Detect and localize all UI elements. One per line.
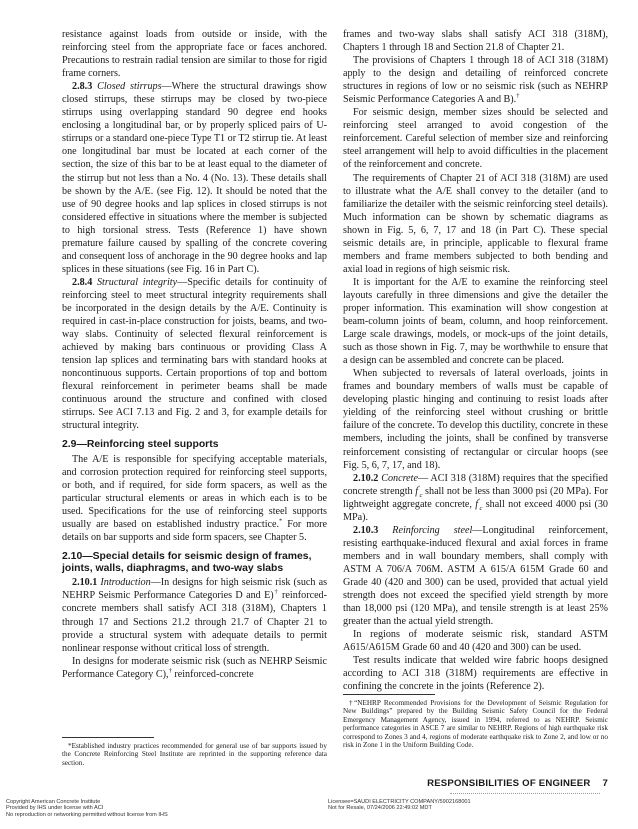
legal-line: Provided by IHS under license with ACI — [6, 805, 104, 812]
text-run: For more details on bar supports and side form spacers, see Chapter 5. — [62, 518, 328, 543]
section-body: —Specific details for continuity of reinforcing steel to meet structural integrity requirements shall be incorporated in the design details by the A/E. Continuity is required in cast-in-place construction for joists, beams, and two-way slabs. Continuity of selected flexural reinforcement is achieved by making bars continuous or providing Class A tension lap splices and terminating bars with standard hooks at noncontinuous supports. Certain proportions of top and bottom flexural reinforcement in perimeter beams shall be made continuous around the structure and confined with closed stirrups. See ACI 7.13 and Fig. 2 and 3, for example details for structural integrity. — [62, 276, 328, 432]
section-body: —Longitudinal reinforcement, resisting earthquake-induced flexural and axial forces in frame members and in wall boundary members, shall comply with ASTM A 706/A 706M. ASTM A 615/A 615M Grade 60 and Grade 40 (420 and 300) can be used, provided that actual yield strength does not exceed the specified yield strength by more than 18,000 psi (120 MPa), and tensile strength is at least 25% greater than the actual yield strength. — [343, 524, 608, 628]
right-footnote — [343, 694, 608, 749]
section-number: 2.8.4 — [72, 276, 93, 288]
section-number: 2.8.3 — [72, 81, 93, 93]
footnote-text: *Established industry practices recommended for general use of bar supports issued by the Concrete Reinforcing Steel Institute are reprinted in the supporting reference data section. — [62, 742, 327, 767]
footnote-mark-dagger: † — [168, 667, 172, 675]
text-run: The provisions of Chapters 1 through 18 of ACI 318 (318M) apply to the design and detailing of reinforced concrete structures in regions of low or no seismic risk (such as NEHRP Seismic Performance Categories A and B). — [343, 55, 608, 106]
section-body: — ACI 318 (318M) requires that the specified concrete strength — [343, 472, 608, 497]
page-number: 7 — [602, 778, 608, 789]
footnote-mark-star: * — [279, 517, 283, 525]
paragraph-moderate-astm: In regions of moderate seismic risk, standard ASTM A615/A615M Grade 60 and 40 (420 and 300) can be used. — [343, 629, 608, 654]
paragraph-chapter-21: The requirements of Chapter 21 of ACI 318 (318M) are used to illustrate what the A/E shall convey to the detailer (and to familiarize the detailer with the seismic reinforcing steel details). Much information can be shown by schematic diagrams as shown in Fig. 5, 6, 7, 17 and 18 (in Part C). These special seismic details are, in principle, applicable to flexural frame members and frame members subjected to both bending and axial load in regions of high seismic risk. — [343, 172, 608, 275]
left-footnote — [62, 737, 327, 767]
text-run: reinforced-concrete — [171, 668, 254, 680]
legal-line: Copyright American Concrete Institute — [6, 799, 101, 805]
symbol-sub: c — [479, 504, 483, 512]
paragraph-continuation: frames and two-way slabs shall satisfy ACI 318 (318M), Chapters 1 through 18 and Section 21.8 of Chapter 21. — [343, 29, 608, 54]
symbol-f: f — [475, 498, 479, 510]
section-title: Reinforcing steel — [392, 524, 473, 536]
running-title: RESPONSIBILITIES OF ENGINEER — [427, 778, 591, 789]
footnote-mark-dagger: † — [516, 92, 520, 100]
paragraph-bar-supports — [62, 453, 327, 544]
legal-line: Licensee=SAUDI ELECTRICITY COMPANY/5902168001 — [328, 799, 471, 805]
symbol-f: f — [415, 485, 419, 497]
section-title: Structural integrity — [96, 276, 178, 288]
symbol-sub: c — [419, 491, 423, 499]
footer-dotted-rule — [450, 793, 600, 796]
section-2-10-2 — [343, 472, 608, 524]
legal-notice-left — [6, 799, 168, 818]
section-title: Closed stirrups — [97, 81, 162, 93]
footnote-text: †“NEHRP Recommended Provisions for the Development of Seismic Regulation for New Buildings” prepared by the Building Seismic Safety Council for the Federal Emergency Management Agency, issued in 1994, referred to as NEHRP. Seismic performance categories in ASCE 7 are similar to NEHRP. Regions of high earthquake risk correspond to Zones 3 and 4, regions of moderate earthquake risk to Zone 2, and low or no risk in Zone 1 in the Uniform Building Code. — [343, 699, 608, 750]
symbol-prime: ′ — [418, 484, 420, 492]
right-column — [343, 28, 608, 693]
section-body: —Where the structural drawings show closed stirrups, these stirrups may be closed by two-piece stirrups using overlapping standard 90 degree end hooks enclosing a longitudinal bar, or by properly spliced pairs of U-stirrups or a standard one-piece Type T1 or T2 stirrup tie. At least one longitudinal bar must be located at each corner of the section, the size of this bar to be at least equal to the diameter of the stirrup but not less than a No. 4 (No. 13). These details shall be shown by the A/E. (see Fig. 12). It should be noted that the use of 90 degree hooks and lap splices in closed stirrups is not considered effective in situations where the member is subjected to high torsional stress. Tests (Reference 1) have shown premature failure caused by spalling of the concrete covering and consequent loss of anchorage in the 90 degree hooks and lap splices in these situations (see Fig. 16 in Part C). — [62, 81, 328, 275]
legal-notice-right — [328, 799, 471, 812]
section-2-8-3 — [62, 80, 327, 276]
paragraph-continuation: resistance against loads from outside or inside, with the reinforcing steel from the appropriate face or faces anchored. Precautions to restrain radial tension are similar to those for rigid frame corners. — [62, 29, 327, 80]
heading-2-10: 2.10—Special details for seismic design of frames, joints, walls, diaphragms, and two-way slabs — [62, 550, 312, 575]
section-2-8-4 — [62, 276, 327, 433]
symbol-prime: ′ — [478, 497, 480, 505]
footnote-mark-dagger: † — [273, 589, 279, 597]
heading-2-9: 2.9—Reinforcing steel supports — [62, 439, 219, 451]
running-footer — [427, 778, 608, 789]
section-number: 2.10.3 — [353, 524, 379, 536]
paragraph-low-risk — [343, 54, 608, 106]
section-2-10-3 — [343, 524, 608, 628]
section-body: shall not exceed 4000 psi (30 MPa). — [343, 498, 608, 523]
footnote-rule — [62, 737, 154, 738]
section-body: shall not be less than 3000 psi (20 MPa). For lightweight aggregate concrete, — [343, 485, 608, 510]
text-run: The A/E is responsible for specifying acceptable materials, and corrosion protection required for reinforcing steel supports, or both, and if required, for side form spacers, as well as the particular structural elements or areas in which each is to be used. Specifications for the use of reinforcing steel supports usually are based on established industry practice. — [62, 453, 327, 530]
section-number: 2.10.2 — [353, 472, 379, 484]
section-title: Introduction — [100, 577, 151, 589]
paragraph-test-results: Test results indicate that welded wire fabric hoops designed according to ACI 318 (318M) requirements are effective in confining the concrete in the joints (Reference 2). — [343, 655, 608, 693]
text-run: In designs for moderate seismic risk (such as NEHRP Seismic Performance Category C), — [62, 655, 327, 680]
paragraph-moderate-risk — [62, 655, 327, 681]
legal-line: No reproduction or networking permitted without license from IHS — [6, 811, 168, 818]
section-body: —In designs for high seismic risk (such as NEHRP Seismic Performance Categories D and E) — [62, 577, 328, 602]
paragraph-member-sizes: For seismic design, member sizes should be selected and reinforcing steel arranged to avoid congestion of the reinforcement. Careful selection of member size and reinforcing steel arrangement will help to avoid difficulties in the placement of the reinforcement and concrete. — [343, 107, 608, 171]
section-body: reinforced-concrete members shall satisfy ACI 318 (318M), Chapters 1 through 17 and Sections 21.2 through 21.7 of Chapter 21 to provide a structural system with adequate details to permit nonlinear response without critical loss of strength. — [62, 590, 327, 654]
section-2-10-1 — [62, 576, 327, 654]
paragraph-layouts: It is important for the A/E to examine the reinforcing steel layouts carefully in three dimensions and give the detailer the proper information. This examination will show congestion at beam-column joints of beam, column, and hoop reinforcement. Large scale drawings, models, or mock-ups of the joint details, such as those shown in Fig. 7, may be worthwhile to ensure that a design can be assembled and concrete can be placed. — [343, 276, 608, 367]
footnote-rule — [343, 694, 435, 695]
legal-line: Not for Resale, 07/24/2006 22:49:02 MDT — [328, 805, 432, 812]
section-title: Concrete — [381, 472, 418, 484]
section-number: 2.10.1 — [72, 577, 98, 589]
left-column — [62, 28, 327, 681]
paragraph-reversals: When subjected to reversals of lateral overloads, joints in frames and boundary members of walls must be capable of developing plastic hinging and continuing to resist loads after yielding of the reinforcing steel without crushing or brittle failure of the concrete. To develop this ductility, concrete in these members, including the joints, shall be confined by transverse reinforcement consisting of rectangular or circular hoops (see Fig. 5, 6, 7, 17, and 18). — [343, 368, 608, 471]
